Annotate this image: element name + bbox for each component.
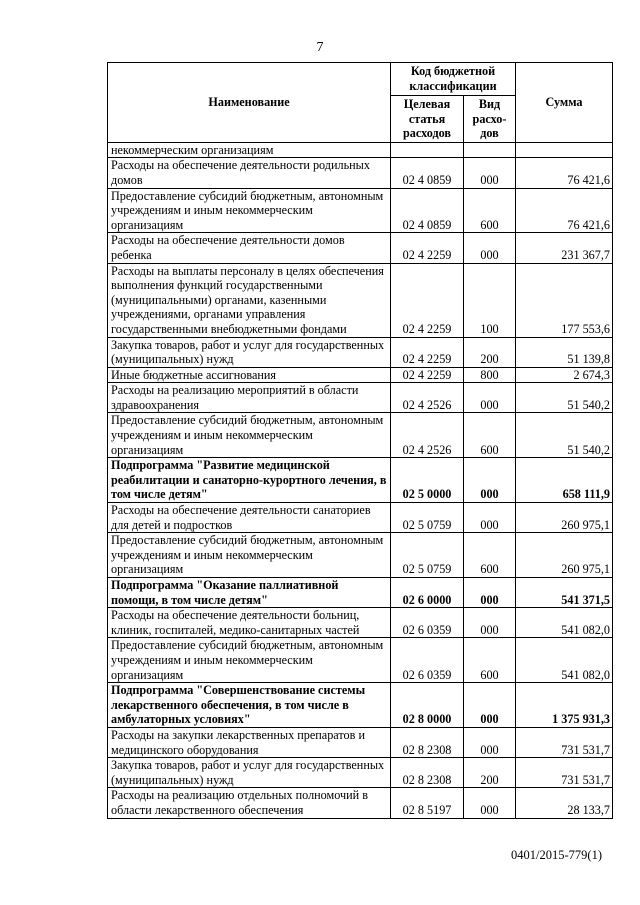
row-target-article: 02 5 0000 [391, 458, 464, 503]
row-target-article: 02 4 2526 [391, 383, 464, 413]
row-sum: 260 975,1 [516, 503, 613, 533]
header-expense-type: Вид расхо-дов [464, 96, 516, 143]
table-row [108, 367, 613, 383]
row-target-article: 02 4 0859 [391, 188, 464, 233]
row-name: Подпрограмма "Оказание паллиативной помощи, в том числе детям" [108, 578, 391, 608]
row-expense-type: 000 [464, 503, 516, 533]
row-target-article: 02 4 2259 [391, 367, 464, 383]
row-expense-type: 000 [464, 578, 516, 608]
header-target-article: Целевая статья расходов [391, 96, 464, 143]
table-row [108, 142, 613, 158]
row-name: Расходы на обеспечение деятельности санаториев для детей и подростков [108, 503, 391, 533]
table-row [108, 158, 613, 188]
row-name: Предоставление субсидий бюджетным, автономным учреждениям и иным некоммерческим организациям [108, 638, 391, 683]
row-name: Подпрограмма "Совершенствование системы лекарственного обеспечения, в том числе в амбулаторных условиях" [108, 683, 391, 728]
table-row [108, 758, 613, 788]
row-name: Расходы на обеспечение деятельности больниц, клиник, госпиталей, медико-санитарных частей [108, 608, 391, 638]
row-expense-type: 000 [464, 608, 516, 638]
row-target-article: 02 8 2308 [391, 758, 464, 788]
table-row [108, 233, 613, 263]
row-expense-type: 600 [464, 638, 516, 683]
row-sum: 1 375 931,3 [516, 683, 613, 728]
table-row [108, 263, 613, 337]
row-target-article: 02 6 0000 [391, 578, 464, 608]
table-row [108, 638, 613, 683]
row-sum: 541 082,0 [516, 608, 613, 638]
row-expense-type: 000 [464, 683, 516, 728]
row-name: Расходы на реализацию мероприятий в области здравоохранения [108, 383, 391, 413]
row-name: Подпрограмма "Развитие медицинской реабилитации и санаторно-курортного лечения, в том числе детям" [108, 458, 391, 503]
row-sum: 231 367,7 [516, 233, 613, 263]
row-sum: 51 139,8 [516, 337, 613, 367]
row-target-article: 02 5 0759 [391, 533, 464, 578]
table-row [108, 578, 613, 608]
row-sum: 51 540,2 [516, 383, 613, 413]
row-expense-type: 600 [464, 188, 516, 233]
row-expense-type: 800 [464, 367, 516, 383]
row-expense-type: 000 [464, 158, 516, 188]
header-code-group: Код бюджетной классификации [391, 63, 516, 96]
row-name: Расходы на закупки лекарственных препаратов и медицинского оборудования [108, 727, 391, 757]
header-sum: Сумма [516, 63, 613, 143]
row-name: Предоставление субсидий бюджетным, автономным учреждениям и иным некоммерческим организациям [108, 413, 391, 458]
row-sum: 76 421,6 [516, 188, 613, 233]
row-name: Иные бюджетные ассигнования [108, 367, 391, 383]
table-row [108, 413, 613, 458]
row-name: Предоставление субсидий бюджетным, автономным учреждениям и иным некоммерческим организациям [108, 533, 391, 578]
table-row [108, 458, 613, 503]
row-target-article: 02 4 0859 [391, 158, 464, 188]
budget-table [107, 62, 613, 819]
row-sum [516, 142, 613, 158]
row-sum: 541 371,5 [516, 578, 613, 608]
table-body [108, 142, 613, 818]
row-sum: 177 553,6 [516, 263, 613, 337]
row-target-article: 02 8 5197 [391, 788, 464, 818]
header-name: Наименование [108, 63, 391, 143]
page-number: 7 [316, 40, 324, 55]
row-target-article: 02 5 0759 [391, 503, 464, 533]
row-name: Расходы на выплаты персоналу в целях обеспечения выполнения функций государственными (муниципальными) органами, казенными учреждениями, органами управления государственными внебюджетными фондами [108, 263, 391, 337]
row-expense-type: 100 [464, 263, 516, 337]
table-row [108, 788, 613, 818]
table-row [108, 337, 613, 367]
table-row [108, 383, 613, 413]
row-name: Закупка товаров, работ и услуг для государственных (муниципальных) нужд [108, 758, 391, 788]
table-row [108, 188, 613, 233]
row-expense-type: 000 [464, 458, 516, 503]
row-expense-type [464, 142, 516, 158]
row-expense-type: 000 [464, 727, 516, 757]
row-target-article: 02 4 2526 [391, 413, 464, 458]
row-name: Расходы на реализацию отдельных полномочий в области лекарственного обеспечения [108, 788, 391, 818]
row-name: Закупка товаров, работ и услуг для государственных (муниципальных) нужд [108, 337, 391, 367]
row-name: Предоставление субсидий бюджетным, автономным учреждениям и иным некоммерческим организациям [108, 188, 391, 233]
row-target-article: 02 6 0359 [391, 608, 464, 638]
row-expense-type: 200 [464, 337, 516, 367]
row-expense-type: 000 [464, 383, 516, 413]
row-target-article: 02 8 2308 [391, 727, 464, 757]
row-expense-type: 000 [464, 788, 516, 818]
row-expense-type: 600 [464, 533, 516, 578]
row-target-article: 02 4 2259 [391, 337, 464, 367]
row-expense-type: 200 [464, 758, 516, 788]
table-row [108, 503, 613, 533]
row-target-article [391, 142, 464, 158]
row-expense-type: 600 [464, 413, 516, 458]
row-sum: 731 531,7 [516, 758, 613, 788]
row-target-article: 02 4 2259 [391, 263, 464, 337]
row-sum: 541 082,0 [516, 638, 613, 683]
row-target-article: 02 4 2259 [391, 233, 464, 263]
table-row [108, 727, 613, 757]
row-target-article: 02 8 0000 [391, 683, 464, 728]
row-name: Расходы на обеспечение деятельности домов ребенка [108, 233, 391, 263]
row-sum: 28 133,7 [516, 788, 613, 818]
row-name: некоммерческим организациям [108, 142, 391, 158]
row-sum: 658 111,9 [516, 458, 613, 503]
row-sum: 2 674,3 [516, 367, 613, 383]
table-row [108, 683, 613, 728]
table-row [108, 533, 613, 578]
row-target-article: 02 6 0359 [391, 638, 464, 683]
row-sum: 51 540,2 [516, 413, 613, 458]
row-sum: 76 421,6 [516, 158, 613, 188]
row-sum: 260 975,1 [516, 533, 613, 578]
document-number: 0401/2015-779(1) [511, 848, 602, 862]
row-expense-type: 000 [464, 233, 516, 263]
row-sum: 731 531,7 [516, 727, 613, 757]
row-name: Расходы на обеспечение деятельности родильных домов [108, 158, 391, 188]
table-row [108, 608, 613, 638]
